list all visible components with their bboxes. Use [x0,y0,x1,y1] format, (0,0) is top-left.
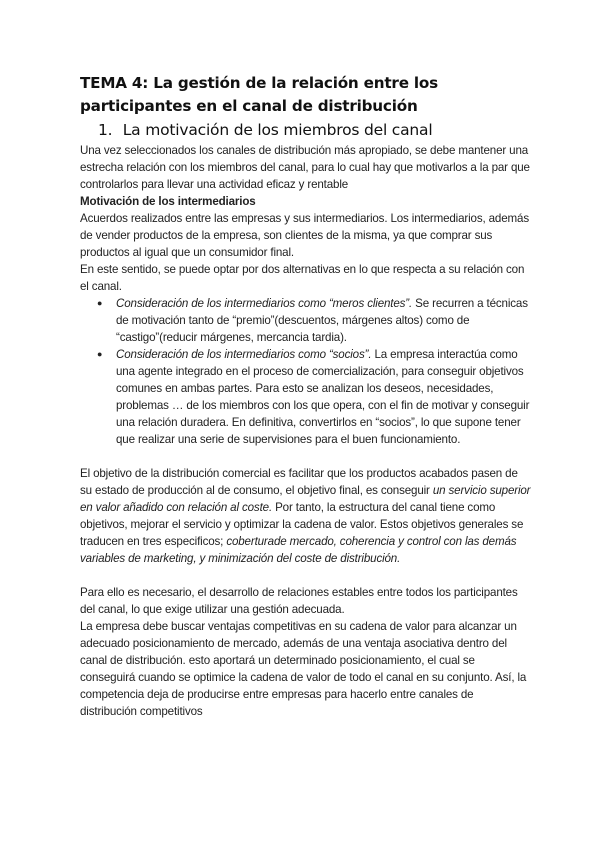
paragraph-1: Acuerdos realizados entre las empresas y sus intermediarios. Los intermediarios, además de vender productos de la empresa, son clientes de la misma, ya que comprar sus productos al igual que un consumidor final. [80,212,529,259]
paragraph-3-italic-d: coberturade mercado, coherencia y control con las demás variables de marketing, y minimización del coste de distribución. [80,535,517,565]
section-number: 1. [98,121,113,139]
paragraph-3-italic-b: un servicio superior en valor añadido con relación al coste. [80,484,531,514]
bullet-icon: ● [97,349,103,359]
bullet-icon: ● [97,298,103,308]
paragraph-2: En este sentido, se puede optar por dos alternativas en lo que respecta a su relación con el canal. [80,263,525,293]
paragraph-4: Para ello es necesario, el desarrollo de relaciones estables entre todos los participantes del canal, lo que exige utilizar una gestión adecuada. [80,586,518,616]
intro-paragraph: Una vez seleccionados los canales de distribución más apropiado, se debe mantener una estrecha relación con los miembros del canal, para lo cual hay que motivarlos a la par que controlarlos para llevar una actividad eficaz y rentable [80,144,530,191]
bullet-italic-text: Consideración de los intermediarios como “socios”. [116,348,372,361]
section-title: La motivación de los miembros del canal [122,121,433,139]
bullet-italic-text: Consideración de los intermediarios como “meros clientes”. [116,297,413,310]
paragraph-5: La empresa debe buscar ventajas competitivas en su cadena de valor para alcanzar un adecuado posicionamiento de mercado, además de una ventaja asociativa dentro del canal de distribución. esto aportará un determinado posicionamiento, el cual se conseguirá cuando se optimice la cadena de valor de todo el canal en su conjunto. Así, la competencia deja de producirse entre empresas para hacerlo entre canales de distribución competitivos [80,620,527,718]
paragraph-3-text-a: El objetivo de la distribución comercial es facilitar que los productos acabados pasen de su estado de producción al de consumo, el objetivo final, es conseguir [80,467,518,497]
subheading: Motivación de los intermediarios [80,195,256,208]
spacer [80,567,532,584]
list-item [97,295,532,346]
list-item [97,346,532,448]
section-heading [98,120,532,141]
page-title: TEMA 4: La gestión de la relación entre los participantes en el canal de distribución [80,74,438,115]
paragraph-3 [80,465,532,567]
bullet-list [80,295,532,448]
paragraph-3-text-c: Por tanto, la estructura del canal tiene como objetivos, mejorar el servicio y optimizar la cadena de valor. Estos objetivos generales se traducen en tres especificos; [80,501,524,548]
spacer [80,448,532,465]
bullet-text: Se recurren a técnicas de motivación tanto de “premio”(descuentos, márgenes altos) como de “castigo”(reducir márgenes, mercancia tardia). [116,297,528,344]
bullet-text: La empresa interactúa como una agente integrado en el proceso de comercialización, para conseguir objetivos comunes en ambas partes. Para esto se analizan los deseos, necesidades, problemas … de los miembros con los que opera, con el fin de motivar y conseguir una relación duradera. En definitiva, convertirlos en “socios”, lo que supone tener que realizar una serie de supervisiones para el buen funcionamiento. [116,348,530,446]
document-page [80,72,532,720]
